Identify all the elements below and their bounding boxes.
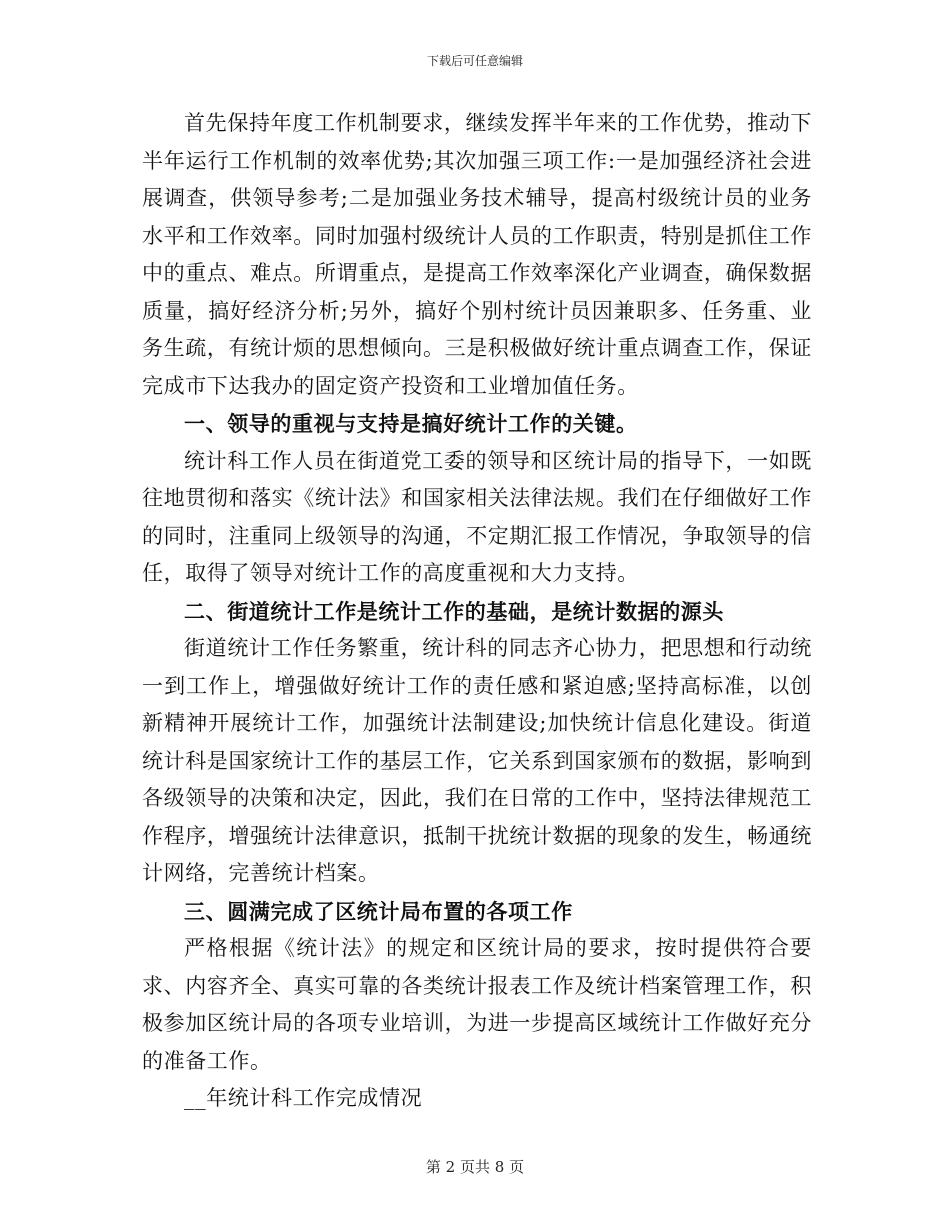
body-paragraph: 首先保持年度工作机制要求，继续发挥半年来的工作优势，推动下半年运行工作机制的效率优势;其次加强三项工作:一是加强经济社会进展调查，供领导参考;二是加强业务技术辅导，提高村级统计员的业务水平和工作效率。同时加强村级统计人员的工作职责，特别是抓住工作中的重点、难点。所谓重点，是提高工作效率深化产业调查，确保数据质量，搞好经济分析;另外，搞好个别村统计员因兼职多、任务重、业务生疏，有统计烦的思想倾向。三是积极做好统计重点调查工作，保证完成市下达我办的固定资产投资和工业增加值任务。 <box>142 111 812 398</box>
body-paragraph: __年统计科工作完成情况 <box>184 1086 423 1110</box>
body-paragraph: 严格根据《统计法》的规定和区统计局的要求，按时提供符合要求、内容齐全、真实可靠的各类统计报表工作及统计档案管理工作，积极参加区统计局的各项专业培训，为进一步提高区域统计工作做好充分的准备工作。 <box>142 936 812 1073</box>
page-number: 第 2 页共 8 页 <box>425 1158 525 1176</box>
section-heading-3: 三、圆满完成了区统计局布置的各项工作 <box>184 898 573 924</box>
section-heading-1: 一、领导的重视与支持是搞好统计工作的关键。 <box>184 411 638 436</box>
document-body <box>142 105 812 1118</box>
body-paragraph: 统计科工作人员在街道党工委的领导和区统计局的指导下，一如既往地贯彻和落实《统计法》和国家相关法律法规。我们在仔细做好工作的同时，注重同上级领导的沟通，不定期汇报工作情况，争取领导的信任，取得了领导对统计工作的高度重视和大力支持。 <box>142 448 812 585</box>
body-paragraph: 街道统计工作任务繁重，统计科的同志齐心协力，把思想和行动统一到工作上，增强做好统计工作的责任感和紧迫感;坚持高标准，以创新精神开展统计工作，加强统计法制建设;加快统计信息化建设。街道统计科是国家统计工作的基层工作，它关系到国家颁布的数据，影响到各级领导的决策和决定，因此，我们在日常的工作中，坚持法律规范工作程序，增强统计法律意识，抵制干扰统计数据的现象的发生，畅通统计网络，完善统计档案。 <box>142 636 812 885</box>
page-header: 下载后可任意编辑 <box>426 54 523 68</box>
section-heading-2: 二、街道统计工作是统计工作的基础，是统计数据的源头 <box>184 598 724 624</box>
